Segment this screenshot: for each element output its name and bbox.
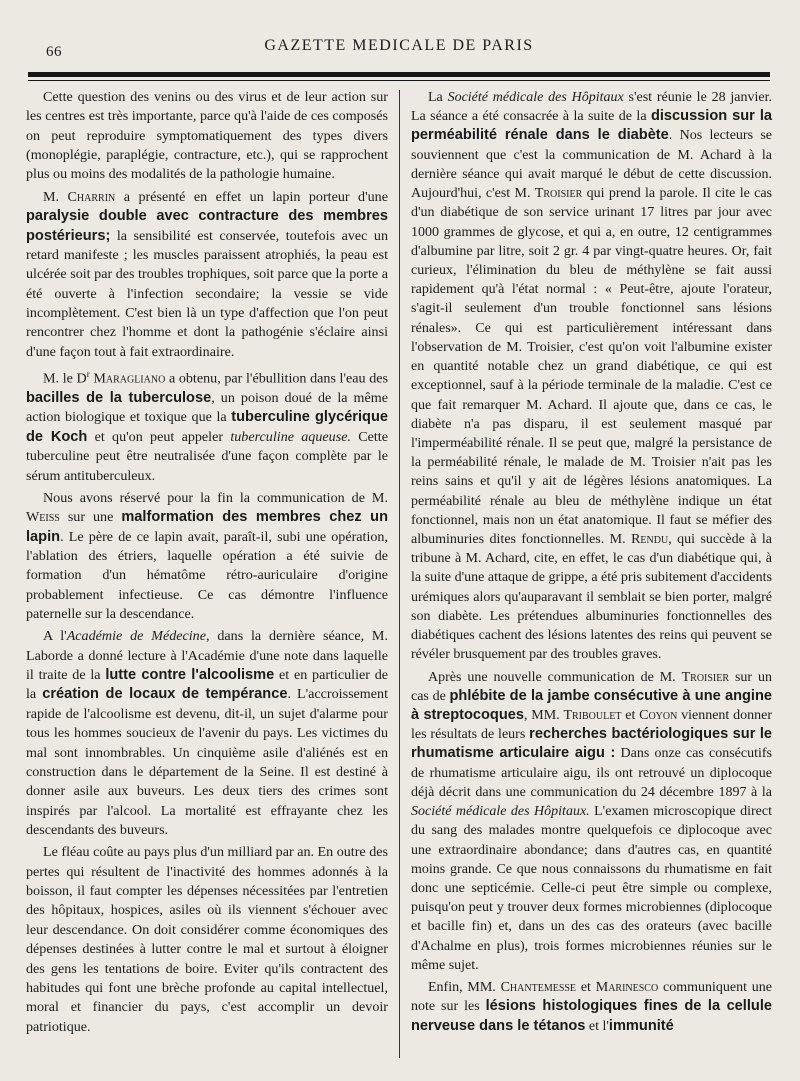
text-run: L'examen microscopique direct du sang des malades montre quelquefois ce diplocoque avec une extraordinaire abondance; dans d'autres cas, en quantité moins grande. Ce que nous connaissons du rhumatisme en fait donc une septicémie. Celle-ci peut être simple ou complexe, puisqu'on peut y trouver deux formes microbiennes (diplocoque et bacille fin) et, dans un des cas des orateurs (avec bacille d'Achalme en plus), trois formes microbiennes réunies sur le même sujet. (411, 804, 772, 973)
text-run: a obtenu, par l'ébullition dans l'eau des (165, 370, 388, 387)
paragraph (26, 843, 388, 1037)
paragraph (411, 88, 772, 665)
author-name: Troisier (534, 186, 583, 202)
italic-phrase: Académie de Médecine (66, 628, 206, 645)
text-run: communiquent une note sur les (411, 980, 772, 1015)
bold-phrase: phlébite de la jambe consécutive à une angine à streptocoques (411, 687, 773, 723)
text-run: , un poison doué de la même action biologique et toxique que la (26, 390, 388, 426)
author-name: Weiss (26, 509, 60, 526)
text-run: Après une nouvelle communication de M. (428, 669, 682, 685)
text-run: et (621, 708, 640, 723)
text-run: . L'accroissement rapide de l'alcoolisme est devenu, dit-il, un sujet d'alarme pour tous les hommes soucieux de l'avenir du pays. Les victimes du mal sont innombrables. Un cinquième asile d'aliénés est en construction dans le département de la Seine. Il est destiné à donner asile aux buveurs. Les deux tiers des crimes sont inspirés par l'alcool. La mortalité est effrayante chez les descendants des buveurs. (26, 686, 388, 838)
text-run: Cette tuberculine peut être neutralisée d'une façon complète par le sérum antituberculeux. (26, 428, 388, 484)
text-run: sur un cas de (411, 669, 772, 704)
paragraph (411, 668, 772, 976)
bold-phrase: malformation des membres chez un lapin (26, 509, 388, 545)
author-name: Marinesco (595, 980, 659, 996)
text-run: . Le père de ce lapin avait, paraît-il, subi une opération, l'ablation des étriers, laquelle opération a été suivie de formation d'un hématôme rétro-auriculaire d'origine probablement infectieuse. Ce cas démontre l'influence paternelle sur la descendance. (26, 528, 388, 623)
text-run: , qui succède à la tribune à M. Achard, cite, en effet, le cas d'un diabétique qui, à la suite d'une attaque de grippe, a été pris subitement d'accidents urémiques alors qu'auparavant il semblait se bien porter, malgré son diabète. Les prétendues albuminuries fonctionnelles des diabétiques cachent des lésions latentes des reins qui peuvent se révéler brusquement par des troubles graves. (411, 532, 772, 663)
bold-phrase: lésions histologiques fines de la cellule nerveuse dans le tétanos (411, 998, 772, 1034)
paragraph (26, 627, 388, 840)
text-run: , MM. (524, 708, 564, 723)
text-run: Nous avons réservé pour la fin la communication de M. (43, 489, 388, 506)
paragraph (26, 365, 388, 486)
journal-title: GAZETTE MEDICALE DE PARIS (264, 37, 534, 54)
text-run: et (576, 980, 596, 996)
bold-phrase: lutte contre l'alcoolisme (105, 667, 275, 684)
text-run: s'est réunie le 28 janvier. La séance a été consacrée à la suite de la (411, 90, 772, 125)
author-name: Troisier (681, 669, 730, 685)
bold-phrase: discussion sur la perméabilité rénale dans le diabète (411, 108, 772, 144)
text-run: a présenté en effet un lapin porteur d'une (115, 188, 388, 205)
bold-phrase: recherches bactériologiques sur le rhumatisme articulaire aigu : (411, 726, 772, 762)
text-run: et qu'on peut appeler (87, 428, 231, 445)
column-divider (399, 90, 400, 1058)
bold-phrase: bacilles de la tuberculose (26, 390, 212, 407)
author-name: Triboulet (563, 708, 622, 723)
paragraph (26, 489, 388, 625)
author-name: Maragliano (93, 370, 166, 387)
text-run: . Nos lecteurs se souviennent que c'est la communication de M. Achard à la dernière séance qui avait marqué le début de cette discussion. Aujourd'hui, c'est M. (411, 128, 772, 202)
italic-phrase: tuberculine aqueuse. (230, 428, 351, 445)
page-header (28, 34, 770, 68)
text-run: M. le D (43, 370, 87, 387)
paragraph (26, 188, 388, 362)
header-rule-thin (28, 80, 770, 81)
text-run: et en particulier de la (26, 667, 388, 703)
bold-phrase: tuberculine glycérique de Koch (26, 409, 388, 445)
author-name: Charrin (67, 188, 116, 205)
author-name: Coyon (639, 708, 678, 723)
author-name: Chantemesse (500, 980, 577, 996)
bold-phrase: paralysie double avec contracture des membres postérieurs; (26, 208, 388, 244)
bold-phrase: création de locaux de tempérance (42, 686, 288, 703)
text-run: qui prend la parole. Il cite le cas d'un diabétique de son service urinant 17 litres par jour avec 1000 grammes de glycose, et qui a, en outre, 12 centigrammes d'albumine par litre, soit 2 gr. 4 par vingt-quatre heures. Or, fait curieux, l'élimination du bleu de méthylène se fait aussi rapidement qu'à l'état normal : « Peut-être, ajoute l'orateur, s'agit-il seulement d'un trouble fonctionnel sans lésions rénales». Ce qui est particulièrement intéressant dans l'observation de M. Troisier, c'est qu'on voit l'albumine exister en quantité notable chez un grand diabétique, ce qui est exceptionnel, sauf à la période terminale de la maladie. C'est ce que fait remarquer M. Achard. Il ajoute que, dans ce cas, le diabète n'a pas disparu, il est seulement masqué par l'imperméabilité rénale. Il se peut que, malgré la persistance de la perméabilité rénale, le malade de M. Troisier n'ait pas les reins sains et qu'il y ait de légères lésions anatomiques. La perméabilité rénale au bleu de méthylène indique un état fonctionnel, mais non un état anatomique. Il faut se méfier des albuminuries dites fonctionnelles. M. (411, 186, 773, 548)
text-run: Le fléau coûte au pays plus d'un milliard par an. En outre des pertes qui résultent de l'inactivité des hommes adonnés à la boisson, il faut compter les dépenses nécessitées par l'entretien des hôpitaux, hospices, asiles où ils viennent s'échouer avec leur descendance. On doit considérer comme économiques des dépenses destinées à lutter contre le mal et surtout à éloigner des gens les tentations de boire. Eviter qu'ils contractent des habitudes qui font une brèche profonde au capital intellectuel, moral et financier du pays, c'est accomplir un devoir patriotique. (26, 844, 388, 1035)
italic-phrase: Société médicale des Hôpitaux (447, 90, 624, 105)
text-run: Dans onze cas consécutifs de rhumatisme articulaire aigu, ils ont retrouvé un diplocoque déjà décrit dans une communication du 24 décembre 1897 à la (411, 746, 772, 800)
text-run: M. (43, 188, 68, 205)
text-run: Enfin, MM. (428, 980, 501, 996)
italic-phrase: Société médicale des Hôpitaux. (411, 804, 590, 820)
left-column (26, 88, 388, 1040)
author-name: Rendu (631, 532, 669, 548)
text-run: viennent donner les résultats de leurs (411, 708, 772, 743)
bold-phrase: immunité (608, 1017, 674, 1034)
text-run: La (428, 90, 448, 105)
text-run: r (86, 369, 90, 380)
text-run: A l' (43, 628, 67, 645)
paragraph (26, 88, 388, 185)
text-run: Cette question des venins ou des virus et de leur action sur les centres est très importante, parce qu'à l'aide de ces composés on peut reproduire symptomatiquement des types divers (monoplégie, paraplégie, contracture, etc.), qui se rapprochent plus ou moins des modalités de la pathologie humaine. (26, 89, 388, 183)
page-number: 66 (46, 44, 62, 60)
right-column (411, 88, 772, 1039)
text-run: , dans la dernière séance, M. Laborde a donné lecture à l'Académie d'une note dans laquelle il traite de la (26, 628, 388, 684)
paragraph (411, 978, 772, 1036)
text-run: et l' (585, 1018, 609, 1034)
header-rule-thick (28, 72, 770, 77)
text-run: la sensibilité est conservée, toutefois avec un retard manifeste ; les muscles paraissent atrophiés, la peau est ulcérée soit par des troubles trophiques, soit parce que la porte a été ouverte à l'infection secondaire; la vessie se vide incomplètement. C'est bien là un type d'affection que l'on peut rencontrer chez l'homme et dont la pathogénie s'éclaire ainsi d'une façon tout à fait extraordinaire. (26, 227, 388, 360)
text-run: sur une (59, 509, 122, 526)
